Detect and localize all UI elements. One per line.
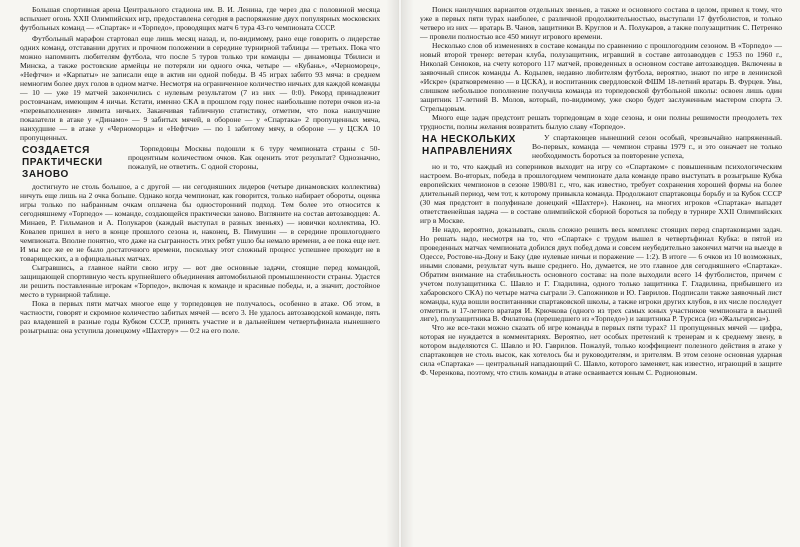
right-intro-column	[420, 6, 782, 132]
left-heading-side-text	[128, 145, 380, 172]
left-page	[0, 0, 398, 547]
left-intro-paragraph: Большая спортивная арена Центрального стадиона им. В. И. Ленина, где через два с половиной месяца вспыхнет огонь XXII Олимпийских игр, предоставлена сегодня в распоряжение двух популярных московских футбольных команд — «Спартак» и «Торпедо», проводящих матч 6 тура 43-го чемпионата СССР.	[20, 5, 380, 32]
left-section-heading: СОЗДАЕТСЯ ПРАКТИЧЕСКИ ЗАНОВО	[22, 145, 103, 180]
left-statistics-paragraph: Футбольный марафон стартовал еще лишь месяц назад, и, по-видимому, рано еще говорить о лидерстве одних команд, отставании других и прочном положении в середине турнирной таблицы — третьих. Пока что можно напомнить любителям футбола, что после 5 туров только три команды — динамовцы Тбилиси и Минска, а также ростовские армейцы не потеряли ни одного очка, четыре — «Кубань», «Черноморец», «Нефтчи» и «Карпаты» не записали еще в актив ни одной победы. В 45 играх забито 93 мяча: в среднем немногим более двух голов в одном матче. Несмотря на ограниченное количество ничьих для каждой команды — 10 — уже 19 матчей закончились с нулевым результатом (7 из них — 0:0). Рекорд принадлежит ростовчанам, имеющим 4 ничьи. Кстати, именно СКА в прошлом году понес наибольшие потери очков из-за «перевыполнения» лимита ничьих. Заканчивая табличную статистику, отметим, что пока наилучшие показатели в атаке у «Динамо» — 9 забитых мячей, в обороне — у «Спартака» 2 пропущенных мяча, наихудшие — в атаке у «Черноморца» и «Нефтчи» — по 1 забитому мячу, в обороне — у ЦСКА 10 пропущенных.	[20, 34, 380, 142]
right-page	[402, 0, 800, 547]
left-body-paragraph-3: Пока в первых пяти матчах многое еще у торпедовцев не получалось, особенно в атаке. Об этом, в частности, говорят и скромное количество забитых мячей — всего 3. Не удалось автозаводской команде, пять раз владевшей в разные годы Кубком СССР, принять участие и в дальнейшем четвертьфинала нынешнего розыгрыша: она уступила донецкому «Шахтеру» — 0:2 на его поле.	[20, 298, 380, 335]
left-body-paragraph-1: достигнуто не столь большое, а с другой — ни сегодняшних лидеров (четыре динамовских коллектива) ничуть еще лишь на 2 очка больше. Однако когда чемпионат, как говорится, только набирает обороты, оценка игры только по набранным очкам оплачена бы односторонний подход. Тем более это относится к сегодняшнему «Торпедо» — команде, создающейся практически заново. Взгляните на состав автозаводцев: А. Минаев, Р. Гильманов и А. Полукаров (каждый выступал в разных звеньях) — новички коллектива, Ю. Ковалев пришел в него в конце прошлого сезона и, наконец, В. Пимушин — в середине прошлогоднего чемпионата. Вполне понятно, что даже на сыгранность этих ребят ушло бы немало времени, а ее пока еще нет. И мы все же ее не было достаточного времени, поскольку этот сложный процесс успешнее проходит не в товарищеских, а в официальных матчах.	[20, 182, 380, 263]
right-heading-side-text	[532, 134, 782, 161]
left-intro-column	[20, 6, 380, 33]
right-page-gutter-shadow	[402, 0, 414, 547]
left-heading-side-paragraph: Торпедовцы Москвы подошли к 6 туру чемпионата страны с 50-процентным количеством очков. Как оценить этот результат? Однозначно, пожалуй, не ответить. С одной стороны,	[128, 144, 380, 171]
left-body-paragraph-2: Сыгравшись, а главное найти свою игру — вот две основные задачи, стоящие перед командой, защищающей спортивную честь крупнейшего объединения автомобильной промышленности страны. Удастся ли решить поставленные игрокам «Торпедо», включая к команде и красивые победы, и, а значит, достойное место в турнирной таблице.	[20, 262, 380, 299]
right-outlook-paragraph: Много еще задач предстоит решать торпедовцам в ходе сезона, и они полны решимости преодолеть тех трудности, полны желания возвратить былую славу «Торпедо».	[420, 112, 782, 131]
right-intro-paragraph: Поиск наилучших вариантов отдельных звеньев, а также и основного состава в целом, привел к тому, что уже в первых пяти турах наиболее, с различной продолжительностью, выступали 17 футболистов, и только четверо из них — вратарь В. Чанов, защитники В. Круглов и А. Полукаров, а также полузащитник С. Петренко — провели полностью все 450 минут игрового времени.	[420, 5, 782, 41]
right-body-paragraph-2: Не надо, вероятно, доказывать, сколь сложно решить весь комплекс стоящих перед спартаковцами задач. Но решать надо, несмотря на то, что «Спартак» с трудом вышел в четвертьфинал Кубка: в пятой из проведенных матчах чемпионата добился двух побед дома и совсем неубедительно закончил матчи на выезде в Одессе, Ростове-на-Дону и Баку (две нулевые ничьи и поражение — 1:2). В итоге — 6 очков из 10 возможных, иными словами, результат чуть выше среднего. Но, думается, не это главное для сегодняшнего «Спартака». Обратим внимание на стабильность основного состава: на поле выходили всего 14 футболистов, причем с учетом полузащитника С. Шавло и Г. Гладилина, одного только защитника Г. Гладилина, прибывшего из хабаровского СКА) по четыре матча сыграли Э. Сапожников и Ю. Гаврилов. Подписали также заявочный лист команды, куда вошли воспитанники спартаковской школы, а также игроки других клубов, в их числе последует отметить и 17-летнего вратаря И. Крючкова (одного из трех самых юных участников чемпионата в высшей лиге), полузащитника В. Филатова (перешедшего из «Торпедо») и защитника Р. Турсиса (из «Жальгириса»).	[420, 224, 782, 324]
right-body-column	[420, 163, 782, 378]
left-statistics-column	[20, 35, 380, 143]
left-page-gutter-shadow	[386, 0, 398, 547]
right-body-paragraph-1: но и то, что каждый из соперников выходит на игру со «Спартаком» с повышенным психологическим настроем. Во-вторых, победа в прошлогоднем чемпионате дала команде право выступать в розыгрыше Кубка европейских чемпионов в сезоне 1980/81 г., что, как известно, требует сохранения хорошей формы на более длительный период, чем тот, к которому привыкла команда. Продолжают спартаковцы борьбу и за Кубок СССР (30 мая предстоит в полуфинале донецкий «Шахтер»). Наконец, на многих игроков «Спартака» выпадет ответственейшая задача — в составе олимпийской сборной бороться за победу в турнире XXII Олимпийских игр в Москве.	[420, 162, 782, 225]
right-changes-paragraph: Несколько слов об изменениях в составе команды по сравнению с прошлогодним сезоном. В «Торпедо» — новый второй тренер: ветеран клуба, полузащитник, игравший в составе автозаводцев с 1953 по 1960 г., Николай Сенюков, на счету которого 117 матчей, проведенных в основном составе автозаводцев. Включены в заявочный список команды А. Кодылев, недавно любителям футбола, вероятно, знают по игре в ленинской «Искре» (кратковременно — в ЦСКА), и воспитанник свердловской ФШМ 18-летний вратарь В. Фурцев. Увы, слишком небольшое пополнение получила команда из торпедовской футбольной школы: освоен лишь один защитник 17-летний В. Молов, который, по-видимому, уже скоро будет заслуженным мастером спорта Э. Стрельцовым.	[420, 40, 782, 113]
right-section-heading: НА НЕСКОЛЬКИХ НАПРАВЛЕНИЯХ	[422, 134, 516, 157]
right-body-paragraph-3: Что же все-таки можно сказать об игре команды в первых пяти турах? 11 пропущенных мячей — цифра, которая не нуждается в комментариях. Вероятно, нет особых претензий к тренерам и к среднему звену, в котором выделяются С. Шавло и Ю. Гаврилов. Пожалуй, только коэффициент полезного действия в атаке у спартаковцев не столь высок, как хотелось бы и руководителям, и зрителям. В этом сезоне основная ударная сила «Спартака» — центральный нападающий С. Шавло, которого заменяет, как известно, играющий в защите Ф. Черенкова, поэтому, что стиль команды в атаке осваивается юным С. Родионовым.	[420, 323, 782, 378]
right-heading-side-paragraph: У спартаковцев нынешний сезон особый, чрезвычайно напряженный. Во-первых, команда — чемпион страны 1979 г., и это означает не только необходимость бороться за повторение успеха,	[532, 133, 782, 160]
left-body-column	[20, 183, 380, 335]
